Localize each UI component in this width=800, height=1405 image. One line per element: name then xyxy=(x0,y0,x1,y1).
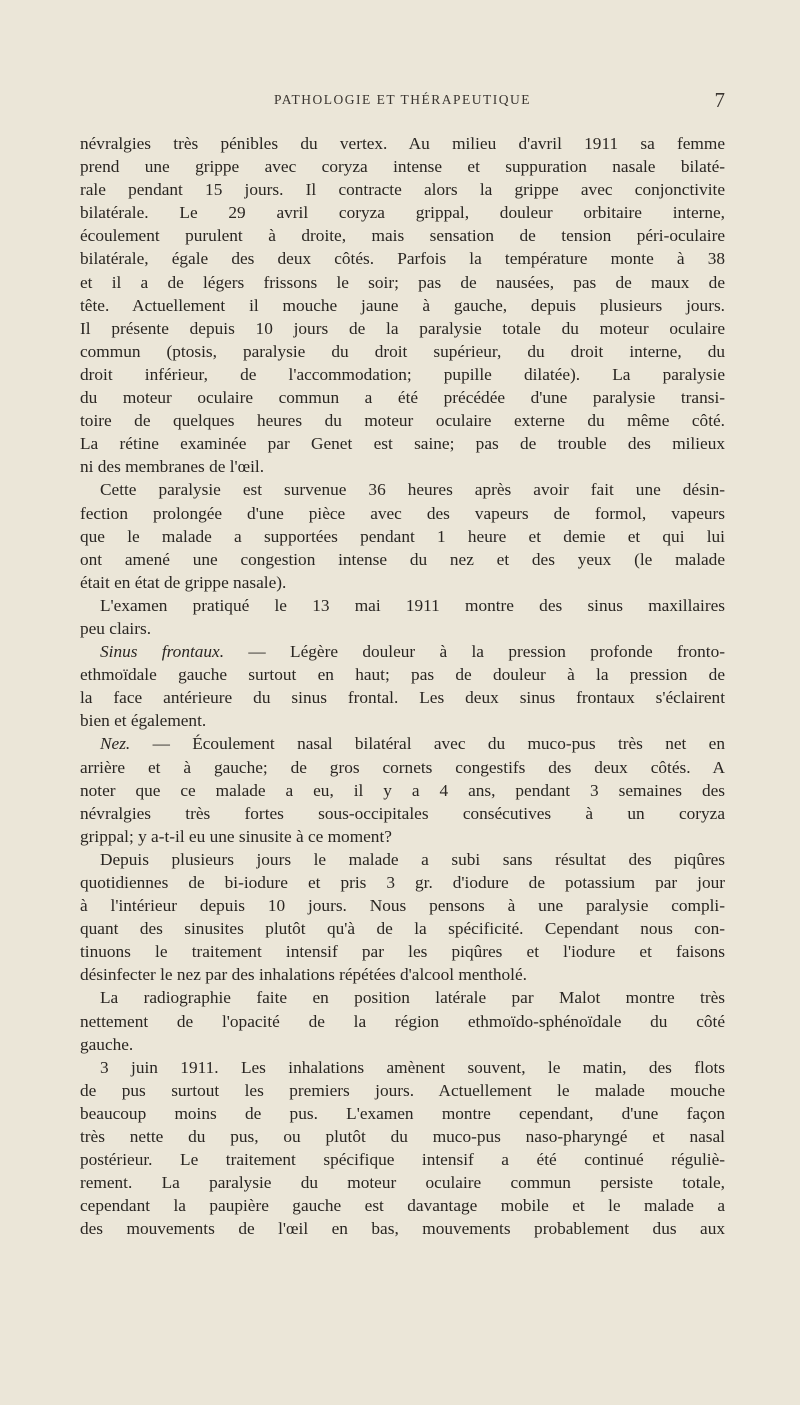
text-line: rale pendant 15 jours. Il contracte alors la grippe avec conjonctivite xyxy=(80,180,725,200)
text-line: nettement de l'opacité de la région ethmoïdo-sphénoïdale du côté xyxy=(80,1011,725,1031)
text-line: toire de quelques heures du moteur oculaire externe du même côté. xyxy=(80,411,725,431)
text-line: peu clairs. xyxy=(80,618,152,638)
text-line: et il a de légers frissons le soir; pas de nausées, pas de maux de xyxy=(80,272,725,292)
text-line: cependant la paupière gauche est davantage mobile et le malade a xyxy=(80,1196,725,1216)
text-line: La radiographie faite en position latérale par Malot montre très xyxy=(100,988,725,1008)
text-line: bilatérale. Le 29 avril coryza grippal, douleur orbitaire interne, xyxy=(80,203,725,223)
text-line: quant des sinusites plutôt qu'à de la spécificité. Cependant nous con- xyxy=(80,919,725,939)
running-title: PATHOLOGIE ET THÉRAPEUTIQUE xyxy=(274,92,531,107)
body-text xyxy=(80,132,725,1241)
text-line: névralgies très fortes sous-occipitales consécutives à un coryza xyxy=(80,803,725,823)
text-line: Depuis plusieurs jours le malade a subi sans résultat des piqûres xyxy=(100,849,725,869)
text-line: La rétine examinée par Genet est saine; pas de trouble des milieux xyxy=(80,434,725,454)
text-line: la face antérieure du sinus frontal. Les deux sinus frontaux s'éclairent xyxy=(80,688,725,708)
text-line: noter que ce malade a eu, il y a 4 ans, pendant 3 semaines des xyxy=(80,780,725,800)
page-header xyxy=(80,88,725,116)
text-line: ethmoïdale gauche surtout en haut; pas de douleur à la pression de xyxy=(80,665,725,685)
text-line: Il présente depuis 10 jours de la paralysie totale du moteur oculaire xyxy=(80,318,725,338)
text-line: tête. Actuellement il mouche jaune à gauche, depuis plusieurs jours. xyxy=(80,295,725,315)
text-line: prend une grippe avec coryza intense et suppuration nasale bilaté- xyxy=(80,157,725,177)
text-line: ont amené une congestion intense du nez et des yeux (le malade xyxy=(80,549,725,569)
text-line: du moteur oculaire commun a été précédée d'une paralysie transi- xyxy=(80,388,725,408)
text-line: gauche. xyxy=(80,1034,134,1054)
text-line: rement. La paralysie du moteur oculaire commun persiste totale, xyxy=(80,1173,725,1193)
text-line: était en état de grippe nasale). xyxy=(80,572,287,592)
text-line: de pus surtout les premiers jours. Actuellement le malade mouche xyxy=(80,1080,725,1100)
text-line: 3 juin 1911. Les inhalations amènent souvent, le matin, des flots xyxy=(100,1057,725,1077)
text-line: Sinus frontaux. — Légère douleur à la pression profonde fronto- xyxy=(100,642,725,662)
text-line: que le malade a supportées pendant 1 heure et demie et qui lui xyxy=(80,526,725,546)
text-line: beaucoup moins de pus. L'examen montre cependant, d'une façon xyxy=(80,1103,725,1123)
text-line: postérieur. Le traitement spécifique intensif a été continué réguliè- xyxy=(80,1150,725,1170)
text-line: désinfecter le nez par des inhalations répétées d'alcool mentholé. xyxy=(80,965,527,985)
text-line: très nette du pus, ou plutôt du muco-pus naso-pharyngé et nasal xyxy=(80,1127,725,1147)
text-line: écoulement purulent à droite, mais sensation de tension péri-oculaire xyxy=(80,226,725,246)
text-line: Nez. — Écoulement nasal bilatéral avec du muco-pus très net en xyxy=(100,734,725,754)
text-line: bien et également. xyxy=(80,711,207,731)
text-line: droit inférieur, de l'accommodation; pupille dilatée). La paralysie xyxy=(80,364,725,384)
text-line: névralgies très pénibles du vertex. Au milieu d'avril 1911 sa femme xyxy=(80,134,725,153)
text-line: ni des membranes de l'œil. xyxy=(80,457,265,477)
text-line: quotidiennes de bi-iodure et pris 3 gr. d'iodure de potassium par jour xyxy=(80,873,725,892)
text-line: bilatérale, égale des deux côtés. Parfois la température monte à 38 xyxy=(80,249,725,269)
text-line: tinuons le traitement intensif par les piqûres et l'iodure et faisons xyxy=(80,942,725,962)
text-line: à l'intérieur depuis 10 jours. Nous pensons à une paralysie compli- xyxy=(80,896,725,916)
text-line: L'examen pratiqué le 13 mai 1911 montre des sinus maxillaires xyxy=(100,595,725,615)
text-line: arrière et à gauche; de gros cornets congestifs des deux côtés. A xyxy=(80,757,725,777)
text-line: des mouvements de l'œil en bas, mouvements probablement dus aux xyxy=(80,1219,725,1239)
page-number: 7 xyxy=(714,88,725,112)
text-line: Cette paralysie est survenue 36 heures après avoir fait une désin- xyxy=(100,480,725,500)
text-line: grippal; y a-t-il eu une sinusite à ce moment? xyxy=(80,826,392,846)
text-line: fection prolongée d'une pièce avec des vapeurs de formol, vapeurs xyxy=(80,503,725,523)
text-line: commun (ptosis, paralysie du droit supérieur, du droit interne, du xyxy=(80,341,725,361)
